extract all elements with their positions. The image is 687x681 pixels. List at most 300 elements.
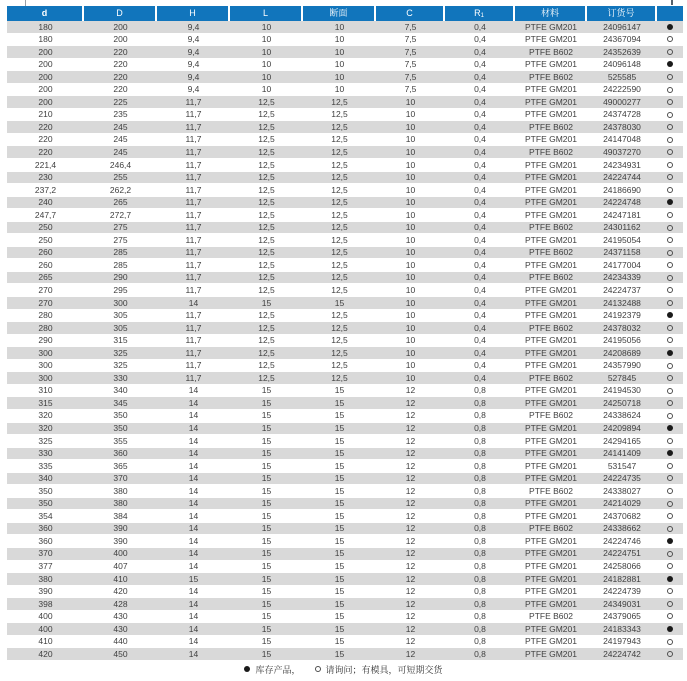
cell-L: 15: [261, 473, 272, 484]
cell-R1: 0,8: [474, 548, 486, 559]
cell-C: 10: [405, 159, 416, 170]
cell-D: 360: [113, 448, 128, 459]
cell-D: 380: [113, 498, 128, 509]
cell-stock-status: [657, 535, 683, 547]
crop-mark-right: [671, 0, 673, 5]
cell-d: 315: [38, 397, 53, 408]
cell-d: 180: [38, 21, 53, 32]
cell-d: 200: [38, 96, 53, 107]
cell-L: 15: [261, 623, 272, 634]
open-circle-icon: [667, 501, 673, 507]
cell-order-no: 24096148: [603, 59, 641, 70]
cell-R1: 0,4: [474, 222, 486, 233]
cell-L: 10: [261, 46, 272, 57]
table-row: [7, 648, 683, 661]
cell-cross-section: 12,5: [331, 159, 348, 170]
cell-L: 12,5: [258, 222, 275, 233]
cell-R1: 0,8: [474, 410, 486, 421]
cell-material: PTFE B602: [529, 410, 573, 421]
cell-stock-status: [657, 259, 683, 271]
cell-cross-section: 10: [334, 71, 345, 82]
cell-L: 12,5: [258, 159, 275, 170]
open-circle-icon: [667, 124, 673, 130]
table-row: [7, 372, 683, 385]
cell-H: 15: [188, 573, 199, 584]
table-row: [7, 498, 683, 511]
column-header-order-no: 订货号: [587, 6, 657, 21]
cell-C: 12: [405, 423, 416, 434]
cell-C: 12: [405, 397, 416, 408]
cell-order-no: 24294165: [603, 435, 641, 446]
column-header-R1: R $_1$: [445, 6, 515, 21]
cell-R1: 0,4: [474, 184, 486, 195]
cell-stock-status: [657, 360, 683, 372]
open-circle-icon: [667, 337, 673, 343]
cell-D: 325: [113, 360, 128, 371]
cell-stock-status: [657, 460, 683, 472]
cell-L: 12,5: [258, 209, 275, 220]
table-row: [7, 272, 683, 285]
cell-L: 15: [261, 423, 272, 434]
cell-stock-status: [657, 435, 683, 447]
cell-L: 12,5: [258, 96, 275, 107]
cell-order-no: 49037270: [603, 146, 641, 157]
cell-C: 10: [405, 197, 416, 208]
cell-H: 11,7: [185, 222, 202, 233]
cell-D: 350: [113, 410, 128, 421]
cell-cross-section: 12,5: [331, 146, 348, 157]
cell-d: 420: [38, 648, 53, 659]
cell-D: 410: [113, 573, 128, 584]
table-row: [7, 335, 683, 348]
cell-d: 300: [38, 372, 53, 383]
cell-order-no: 24379065: [603, 611, 641, 622]
table-row: [7, 510, 683, 523]
cell-H: 14: [188, 623, 199, 634]
cell-D: 245: [113, 134, 128, 145]
cell-R1: 0,4: [474, 259, 486, 270]
cell-stock-status: [657, 222, 683, 234]
cell-H: 14: [188, 397, 199, 408]
cell-R1: 0,8: [474, 385, 486, 396]
cell-stock-status: [657, 197, 683, 209]
cell-L: 15: [261, 460, 272, 471]
column-header-material: 材料: [515, 6, 587, 21]
cell-H: 14: [188, 561, 199, 572]
cell-order-no: 24370682: [603, 510, 641, 521]
cell-H: 14: [188, 410, 199, 421]
cell-D: 220: [113, 59, 128, 70]
cell-C: 10: [405, 297, 416, 308]
cell-H: 11,7: [185, 184, 202, 195]
cell-stock-status: [657, 272, 683, 284]
cell-D: 225: [113, 96, 128, 107]
cell-D: 200: [113, 34, 128, 45]
stock-legend: [0, 661, 687, 677]
cell-d: 377: [38, 561, 53, 572]
cell-stock-status: [657, 623, 683, 635]
open-circle-icon: [667, 36, 673, 42]
cell-C: 12: [405, 410, 416, 421]
cell-H: 14: [188, 448, 199, 459]
cell-C: 10: [405, 234, 416, 245]
cell-R1: 0,4: [474, 121, 486, 132]
cell-order-no: 527845: [607, 372, 637, 383]
cell-d: 390: [38, 586, 53, 597]
cell-R1: 0,4: [474, 247, 486, 258]
cell-cross-section: 10: [334, 59, 345, 70]
cell-L: 15: [261, 586, 272, 597]
cell-R1: 0,8: [474, 510, 486, 521]
cell-order-no: 24234931: [603, 159, 641, 170]
cell-d: 354: [38, 510, 53, 521]
cell-order-no: 24224744: [603, 172, 641, 183]
cell-d: 265: [38, 272, 53, 283]
cell-stock-status: [657, 498, 683, 510]
open-circle-icon: [667, 212, 673, 218]
table-row: [7, 259, 683, 272]
cell-D: 220: [113, 84, 128, 95]
cell-cross-section: 15: [334, 460, 345, 471]
cell-order-no: 24197943: [603, 636, 641, 647]
cell-L: 12,5: [258, 360, 275, 371]
cell-H: 11,7: [185, 96, 202, 107]
cell-C: 12: [405, 636, 416, 647]
cell-cross-section: 12,5: [331, 322, 348, 333]
open-circle-icon: [667, 551, 673, 557]
cell-d: 350: [38, 498, 53, 509]
open-circle-icon: [667, 87, 673, 93]
cell-stock-status: [657, 146, 683, 158]
cell-cross-section: 15: [334, 410, 345, 421]
table-row: [7, 96, 683, 109]
filled-circle-icon: [667, 24, 673, 30]
table-row: [7, 523, 683, 536]
cell-L: 12,5: [258, 247, 275, 258]
cell-D: 275: [113, 222, 128, 233]
cell-R1: 0,8: [474, 423, 486, 434]
table-row: [7, 623, 683, 636]
cell-cross-section: 10: [334, 46, 345, 57]
cell-d: 200: [38, 71, 53, 82]
cell-D: 315: [113, 335, 128, 346]
cell-d: 370: [38, 548, 53, 559]
cell-R1: 0,4: [474, 96, 486, 107]
cell-C: 10: [405, 109, 416, 120]
cell-H: 9,4: [187, 71, 200, 82]
cell-R1: 0,4: [474, 272, 486, 283]
cell-stock-status: [657, 172, 683, 184]
open-circle-icon: [667, 601, 673, 607]
table-row: [7, 172, 683, 185]
cell-material: PTFE GM201: [525, 435, 577, 446]
open-circle-icon: [667, 475, 673, 481]
table-row: [7, 561, 683, 574]
cell-material: PTFE GM201: [525, 109, 577, 120]
cell-R1: 0,4: [474, 71, 486, 82]
open-circle-icon: [667, 187, 673, 193]
table-row: [7, 310, 683, 323]
column-header-cross-section: 断面: [303, 6, 376, 21]
cell-D: 428: [113, 598, 128, 609]
cell-R1: 0,4: [474, 297, 486, 308]
cell-C: 10: [405, 222, 416, 233]
cell-stock-status: [657, 297, 683, 309]
cell-stock-status: [657, 548, 683, 560]
cell-cross-section: 12,5: [331, 347, 348, 358]
cell-L: 10: [261, 34, 272, 45]
table-row: [7, 184, 683, 197]
cell-C: 12: [405, 561, 416, 572]
open-circle-icon: [667, 74, 673, 80]
cell-cross-section: 15: [334, 623, 345, 634]
table-row: [7, 284, 683, 297]
table-row: [7, 548, 683, 561]
cell-cross-section: 15: [334, 573, 345, 584]
cell-cross-section: 12,5: [331, 335, 348, 346]
cell-D: 220: [113, 71, 128, 82]
cell-C: 10: [405, 310, 416, 321]
cell-cross-section: 12,5: [331, 121, 348, 132]
cell-d: 200: [38, 84, 53, 95]
cell-H: 14: [188, 548, 199, 559]
table-row: [7, 209, 683, 222]
cell-H: 11,7: [185, 247, 202, 258]
cell-C: 12: [405, 435, 416, 446]
cell-stock-status: [657, 159, 683, 171]
cell-stock-status: [657, 34, 683, 46]
cell-d: 270: [38, 285, 53, 295]
cell-C: 12: [405, 385, 416, 396]
cell-d: 380: [38, 573, 53, 584]
cell-material: PTFE GM201: [525, 535, 577, 546]
open-circle-icon: [667, 250, 673, 256]
cell-material: PTFE GM201: [525, 360, 577, 371]
cell-stock-status: [657, 573, 683, 585]
cell-H: 14: [188, 586, 199, 597]
cell-cross-section: 15: [334, 473, 345, 484]
table-row: [7, 598, 683, 611]
cell-material: PTFE GM201: [525, 598, 577, 609]
cell-L: 10: [261, 21, 272, 32]
cell-cross-section: 15: [334, 448, 345, 459]
cell-cross-section: 12,5: [331, 285, 348, 295]
cell-H: 14: [188, 435, 199, 446]
cell-d: 220: [38, 134, 53, 145]
cell-cross-section: 12,5: [331, 96, 348, 107]
cell-material: PTFE B602: [529, 247, 573, 258]
cell-cross-section: 12,5: [331, 247, 348, 258]
cell-stock-status: [657, 209, 683, 221]
cell-material: PTFE GM201: [525, 34, 577, 45]
cell-d: 220: [38, 146, 53, 157]
cell-cross-section: 12,5: [331, 272, 348, 283]
cell-R1: 0,8: [474, 473, 486, 484]
cell-cross-section: 15: [334, 535, 345, 546]
cell-L: 15: [261, 435, 272, 446]
cell-C: 12: [405, 611, 416, 622]
table-row: [7, 46, 683, 59]
cell-order-no: 24183343: [603, 623, 641, 634]
cell-material: PTFE GM201: [525, 310, 577, 321]
open-circle-icon: [667, 400, 673, 406]
filled-circle-icon: [244, 666, 250, 672]
cell-stock-status: [657, 134, 683, 146]
cell-C: 10: [405, 360, 416, 371]
cell-order-no: 24378030: [603, 121, 641, 132]
cell-H: 14: [188, 460, 199, 471]
cell-cross-section: 15: [334, 523, 345, 534]
table-row: [7, 71, 683, 84]
cell-material: PTFE GM201: [525, 510, 577, 521]
cell-d: 200: [38, 59, 53, 70]
cell-C: 7,5: [404, 34, 417, 45]
cell-d: 410: [38, 636, 53, 647]
cell-d: 398: [38, 598, 53, 609]
cell-H: 14: [188, 510, 199, 521]
cell-stock-status: [657, 510, 683, 522]
open-circle-icon: [667, 49, 673, 55]
cell-d: 330: [38, 448, 53, 459]
cell-material: PTFE GM201: [525, 473, 577, 484]
cell-order-no: 24250718: [603, 397, 641, 408]
cell-cross-section: 15: [334, 435, 345, 446]
cell-H: 9,4: [187, 84, 200, 95]
cell-C: 12: [405, 535, 416, 546]
cell-material: PTFE GM201: [525, 347, 577, 358]
cell-order-no: 24224735: [603, 473, 641, 484]
table-row: [7, 121, 683, 134]
cell-R1: 0,4: [474, 84, 486, 95]
open-circle-icon: [667, 563, 673, 569]
cell-stock-status: [657, 410, 683, 422]
cell-cross-section: 15: [334, 485, 345, 496]
cell-C: 10: [405, 184, 416, 195]
cell-L: 15: [261, 485, 272, 496]
cell-L: 15: [261, 498, 272, 509]
cell-d: 260: [38, 247, 53, 258]
open-circle-icon: [667, 438, 673, 444]
filled-circle-icon: [667, 199, 673, 205]
cell-order-no: 24224739: [603, 586, 641, 597]
cell-H: 11,7: [185, 234, 202, 245]
cell-L: 15: [261, 510, 272, 521]
open-circle-icon: [667, 488, 673, 494]
table-row: [7, 234, 683, 247]
cell-L: 15: [261, 297, 272, 308]
cell-R1: 0,8: [474, 435, 486, 446]
cell-order-no: 24367094: [603, 34, 641, 45]
cell-cross-section: 15: [334, 498, 345, 509]
cell-C: 10: [405, 285, 416, 295]
cell-C: 10: [405, 96, 416, 107]
cell-R1: 0,8: [474, 636, 486, 647]
table-row: [7, 636, 683, 649]
column-header-L: L: [230, 6, 303, 21]
cell-C: 12: [405, 648, 416, 659]
cell-cross-section: 15: [334, 561, 345, 572]
cell-R1: 0,8: [474, 561, 486, 572]
cell-material: PTFE GM201: [525, 172, 577, 183]
cell-H: 11,7: [185, 259, 202, 270]
column-header-d: d: [7, 6, 84, 21]
cell-R1: 0,8: [474, 498, 486, 509]
cell-cross-section: 12,5: [331, 222, 348, 233]
cell-d: 280: [38, 310, 53, 321]
cell-material: PTFE B602: [529, 485, 573, 496]
cell-R1: 0,8: [474, 397, 486, 408]
open-circle-icon: [667, 287, 673, 293]
cell-C: 12: [405, 460, 416, 471]
table-row: [7, 247, 683, 260]
column-header-stock-status: [657, 6, 683, 21]
cell-stock-status: [657, 71, 683, 83]
cell-order-no: 24224746: [603, 535, 641, 546]
cell-R1: 0,4: [474, 46, 486, 57]
cell-order-no: 24224737: [603, 285, 641, 295]
cell-R1: 0,8: [474, 623, 486, 634]
table-body: [7, 21, 683, 661]
cell-order-no: 24349031: [603, 598, 641, 609]
cell-H: 14: [188, 473, 199, 484]
open-circle-icon: [667, 225, 673, 231]
cell-R1: 0,4: [474, 59, 486, 70]
cell-material: PTFE GM201: [525, 385, 577, 396]
cell-L: 15: [261, 573, 272, 584]
cell-order-no: 24338027: [603, 485, 641, 496]
cell-d: 250: [38, 222, 53, 233]
cell-cross-section: 15: [334, 636, 345, 647]
cell-d: 360: [38, 523, 53, 534]
cell-stock-status: [657, 234, 683, 246]
cell-d: 260: [38, 259, 53, 270]
cell-C: 10: [405, 335, 416, 346]
cell-D: 246,4: [109, 159, 132, 170]
cell-H: 14: [188, 523, 199, 534]
table-row: [7, 410, 683, 423]
cell-order-no: 24301162: [603, 222, 641, 233]
cell-L: 15: [261, 523, 272, 534]
cell-order-no: 24371158: [603, 247, 641, 258]
open-circle-icon: [667, 413, 673, 419]
cell-D: 305: [113, 310, 128, 321]
table-row: [7, 159, 683, 172]
cell-H: 11,7: [185, 109, 202, 120]
cell-material: PTFE GM201: [525, 59, 577, 70]
cell-cross-section: 10: [334, 21, 345, 32]
table-row: [7, 146, 683, 159]
cell-R1: 0,4: [474, 335, 486, 346]
cell-d: 230: [38, 172, 53, 183]
cell-R1: 0,4: [474, 34, 486, 45]
cell-L: 15: [261, 385, 272, 396]
table-row: [7, 21, 683, 34]
table-row: [7, 59, 683, 72]
cell-material: PTFE GM201: [525, 297, 577, 308]
cell-order-no: 24132488: [603, 297, 641, 308]
filled-circle-icon: [667, 450, 673, 456]
table-row: [7, 586, 683, 599]
cell-stock-status: [657, 423, 683, 435]
cell-d: 320: [38, 410, 53, 421]
cell-cross-section: 12,5: [331, 172, 348, 183]
cell-L: 12,5: [258, 372, 275, 383]
cell-D: 430: [113, 623, 128, 634]
cell-H: 11,7: [185, 272, 202, 283]
filled-circle-icon: [667, 61, 673, 67]
open-circle-icon: [667, 174, 673, 180]
cell-material: PTFE GM201: [525, 184, 577, 195]
